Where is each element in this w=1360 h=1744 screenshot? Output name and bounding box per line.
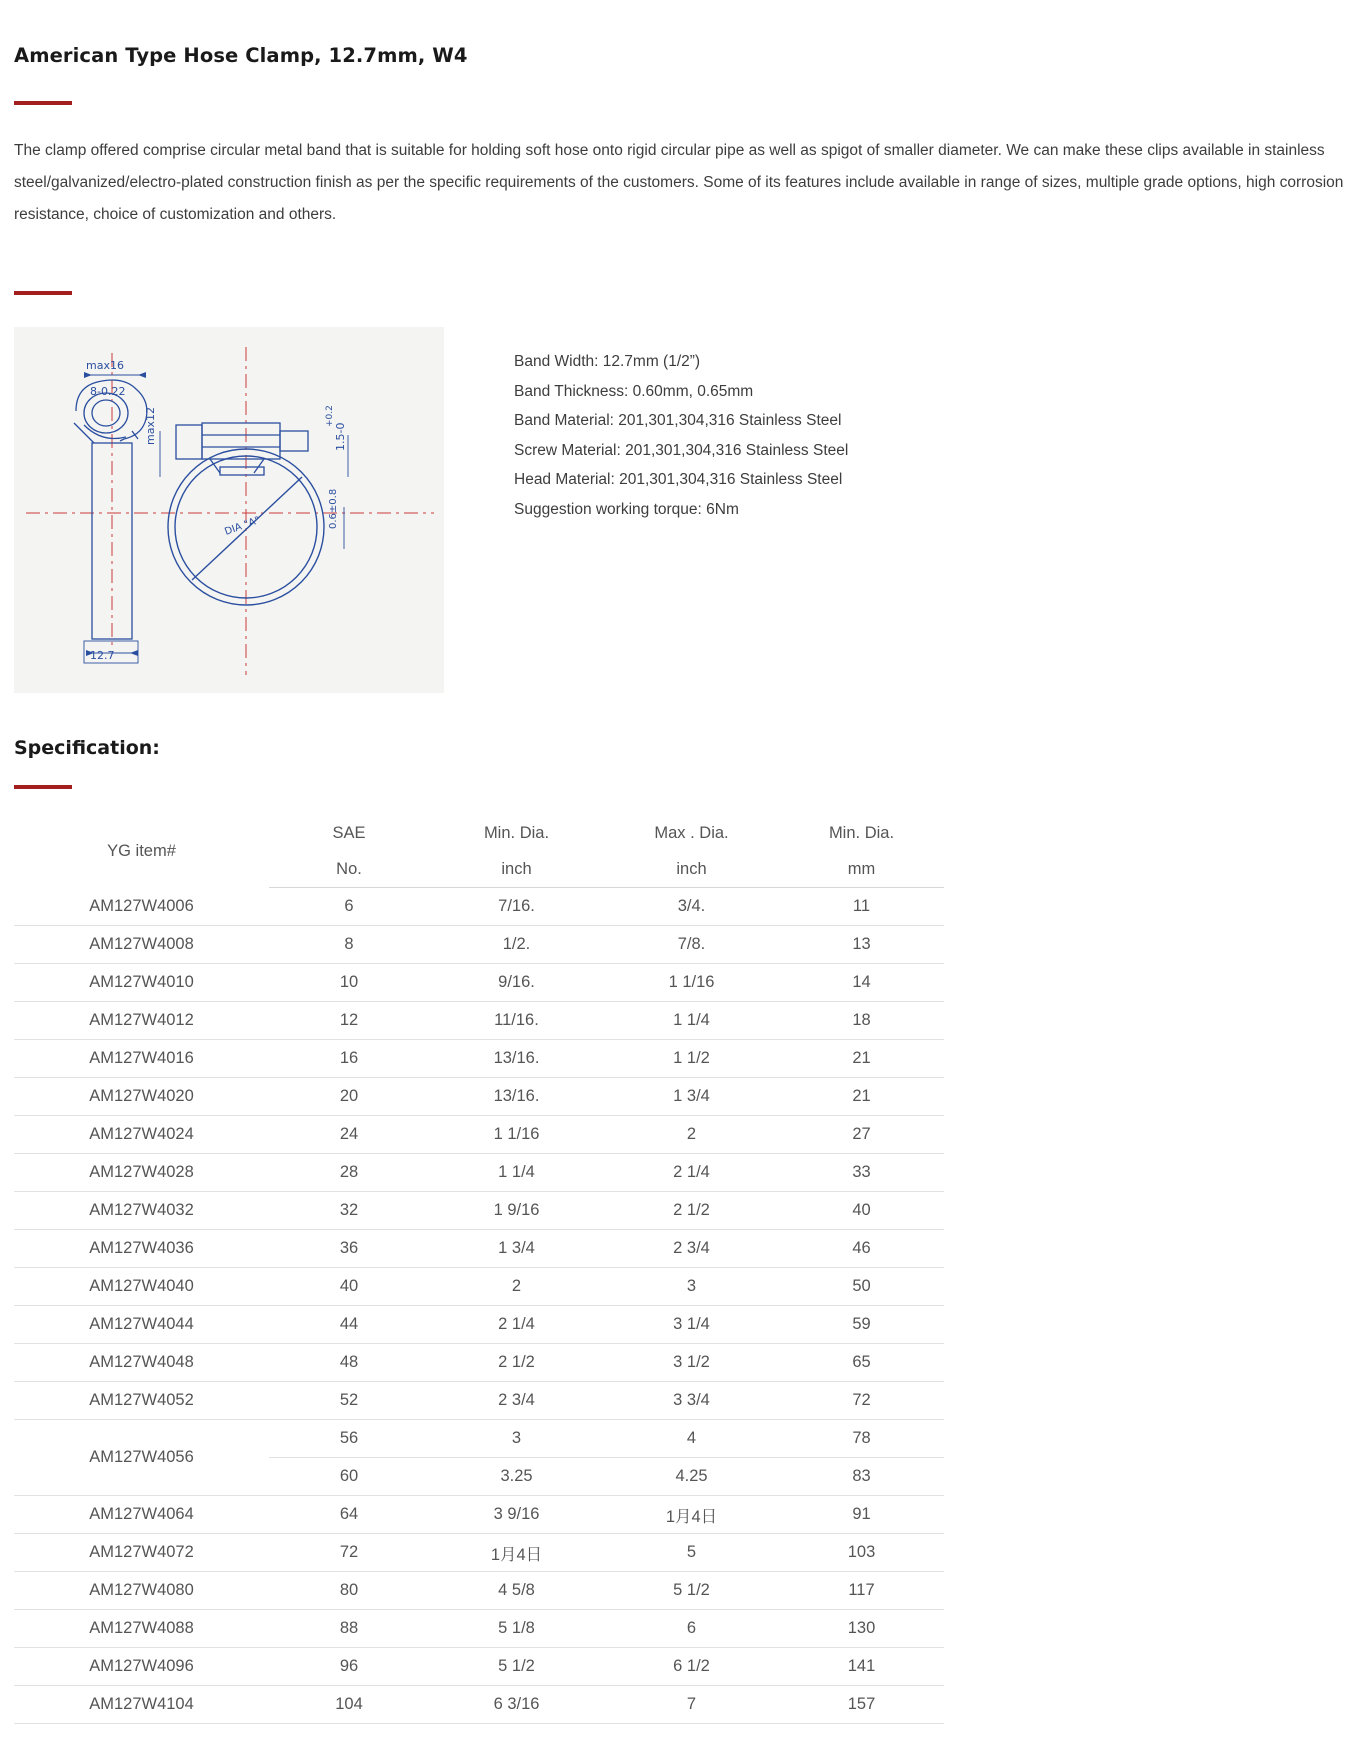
header-max-dia-inch: Max . Dia. — [654, 823, 729, 842]
header-min-dia-inch: Min. Dia. — [483, 823, 550, 842]
cell-min-dia-inch: 11/16. — [429, 1002, 604, 1040]
svg-text:+0.2: +0.2 — [325, 405, 335, 427]
table-row — [14, 1306, 944, 1344]
cell-item-number: AM127W4006 — [14, 888, 269, 926]
spec-screw-material: Screw Material: 201,301,304,316 Stainless Steel — [514, 441, 849, 459]
cell-sae-no: 8 — [269, 926, 429, 964]
cell-sae-no: 72 — [269, 1534, 429, 1572]
table-row — [14, 1572, 944, 1610]
accent-divider-top — [14, 101, 72, 105]
cell-min-dia-inch: 2 3/4 — [429, 1382, 604, 1420]
cell-min-dia-inch: 4 5/8 — [429, 1572, 604, 1610]
table-row — [14, 1116, 944, 1154]
cell-min-dia-inch: 7/16. — [429, 888, 604, 926]
cell-sae-no: 24 — [269, 1116, 429, 1154]
table-row — [14, 926, 944, 964]
specification-table — [14, 815, 944, 1724]
table-row — [14, 1192, 944, 1230]
cell-item-number: AM127W4028 — [14, 1154, 269, 1192]
header-max-inch-unit: inch — [604, 851, 779, 888]
table-row — [14, 1648, 944, 1686]
svg-text:max12: max12 — [144, 407, 157, 445]
table-row — [14, 1002, 944, 1040]
table-row — [14, 1686, 944, 1724]
cell-min-dia-inch: 9/16. — [429, 964, 604, 1002]
cell-min-dia-inch: 3 9/16 — [429, 1496, 604, 1534]
cell-min-dia-mm: 83 — [779, 1458, 944, 1496]
cell-min-dia-mm: 27 — [779, 1116, 944, 1154]
table-row — [14, 1268, 944, 1306]
cell-item-number: AM127W4040 — [14, 1268, 269, 1306]
cell-min-dia-inch: 6 3/16 — [429, 1686, 604, 1724]
table-row — [14, 1496, 944, 1534]
cell-sae-no: 52 — [269, 1382, 429, 1420]
cell-max-dia-inch: 7/8. — [604, 926, 779, 964]
header-sae-unit: No. — [269, 851, 429, 888]
cell-sae-no: 60 — [269, 1458, 429, 1496]
cell-min-dia-inch: 5 1/2 — [429, 1648, 604, 1686]
table-row — [14, 1344, 944, 1382]
table-header-row-1 — [14, 815, 944, 851]
cell-sae-no: 10 — [269, 964, 429, 1002]
cell-max-dia-inch: 3 1/4 — [604, 1306, 779, 1344]
cell-sae-no: 28 — [269, 1154, 429, 1192]
cell-item-number: AM127W4064 — [14, 1496, 269, 1534]
header-min-dia-mm: Min. Dia. — [828, 823, 895, 842]
cell-item-number: AM127W4080 — [14, 1572, 269, 1610]
cell-max-dia-inch: 6 — [604, 1610, 779, 1648]
specification-heading: Specification: — [14, 737, 160, 759]
header-sae: SAE — [332, 823, 366, 842]
table-row — [14, 964, 944, 1002]
header-min-inch-unit: inch — [429, 851, 604, 888]
header-item: YG item# — [107, 841, 176, 860]
cell-sae-no: 88 — [269, 1610, 429, 1648]
cell-sae-no: 64 — [269, 1496, 429, 1534]
cell-max-dia-inch: 1 1/4 — [604, 1002, 779, 1040]
cell-item-number: AM127W4044 — [14, 1306, 269, 1344]
spec-list — [514, 327, 1346, 524]
table-row — [14, 1154, 944, 1192]
cell-item-number: AM127W4048 — [14, 1344, 269, 1382]
cell-max-dia-inch: 2 3/4 — [604, 1230, 779, 1268]
cell-min-dia-inch: 1 1/4 — [429, 1154, 604, 1192]
table-row — [14, 1078, 944, 1116]
cell-min-dia-mm: 117 — [779, 1572, 944, 1610]
cell-max-dia-inch: 5 — [604, 1534, 779, 1572]
table-row — [14, 1382, 944, 1420]
cell-sae-no: 48 — [269, 1344, 429, 1382]
page-title: American Type Hose Clamp, 12.7mm, W4 — [14, 44, 468, 67]
cell-item-number: AM127W4032 — [14, 1192, 269, 1230]
cell-max-dia-inch: 1 1/2 — [604, 1040, 779, 1078]
accent-divider-bottom — [14, 785, 72, 789]
table-row — [14, 888, 944, 926]
cell-sae-no: 6 — [269, 888, 429, 926]
table-row — [14, 1534, 944, 1572]
cell-max-dia-inch: 2 1/4 — [604, 1154, 779, 1192]
svg-text:1.5-0: 1.5-0 — [334, 422, 347, 451]
svg-text:DIA "A": DIA "A" — [223, 514, 262, 538]
cell-min-dia-mm: 46 — [779, 1230, 944, 1268]
svg-text:max16: max16 — [86, 359, 124, 372]
table-row — [14, 1420, 944, 1458]
cell-max-dia-inch: 7 — [604, 1686, 779, 1724]
cell-sae-no: 20 — [269, 1078, 429, 1116]
cell-item-number: AM127W4052 — [14, 1382, 269, 1420]
cell-sae-no: 104 — [269, 1686, 429, 1724]
cell-min-dia-mm: 33 — [779, 1154, 944, 1192]
cell-sae-no: 80 — [269, 1572, 429, 1610]
cell-min-dia-mm: 59 — [779, 1306, 944, 1344]
svg-text:8-0.22: 8-0.22 — [90, 385, 126, 398]
cell-min-dia-mm: 103 — [779, 1534, 944, 1572]
cell-sae-no: 32 — [269, 1192, 429, 1230]
cell-max-dia-inch: 3 1/2 — [604, 1344, 779, 1382]
table-row — [14, 1230, 944, 1268]
cell-min-dia-inch: 2 1/2 — [429, 1344, 604, 1382]
cell-item-number: AM127W4072 — [14, 1534, 269, 1572]
drawing-and-specs-row — [14, 327, 1346, 693]
cell-min-dia-mm: 14 — [779, 964, 944, 1002]
cell-max-dia-inch: 4 — [604, 1420, 779, 1458]
cell-min-dia-inch: 1月4日 — [429, 1534, 604, 1572]
cell-min-dia-inch: 13/16. — [429, 1040, 604, 1078]
cell-min-dia-inch: 3 — [429, 1420, 604, 1458]
cell-min-dia-inch: 2 1/4 — [429, 1306, 604, 1344]
cell-min-dia-mm: 50 — [779, 1268, 944, 1306]
cell-min-dia-inch: 2 — [429, 1268, 604, 1306]
cell-min-dia-inch: 5 1/8 — [429, 1610, 604, 1648]
cell-item-number: AM127W4010 — [14, 964, 269, 1002]
cell-max-dia-inch: 1 1/16 — [604, 964, 779, 1002]
cell-min-dia-mm: 130 — [779, 1610, 944, 1648]
accent-divider-middle — [14, 291, 72, 295]
cell-min-dia-inch: 1/2. — [429, 926, 604, 964]
cell-item-number: AM127W4056 — [14, 1420, 269, 1496]
technical-drawing — [14, 327, 444, 693]
spec-band-material: Band Material: 201,301,304,316 Stainless Steel — [514, 412, 842, 429]
spec-working-torque: Suggestion working torque: 6Nm — [514, 500, 739, 518]
cell-min-dia-inch: 3.25 — [429, 1458, 604, 1496]
cell-sae-no: 96 — [269, 1648, 429, 1686]
cell-max-dia-inch: 2 — [604, 1116, 779, 1154]
cell-sae-no: 16 — [269, 1040, 429, 1078]
cell-max-dia-inch: 5 1/2 — [604, 1572, 779, 1610]
table-row — [14, 1610, 944, 1648]
cell-min-dia-mm: 157 — [779, 1686, 944, 1724]
cell-min-dia-mm: 65 — [779, 1344, 944, 1382]
cell-min-dia-mm: 18 — [779, 1002, 944, 1040]
cell-min-dia-mm: 72 — [779, 1382, 944, 1420]
table-row — [14, 1040, 944, 1078]
cell-max-dia-inch: 2 1/2 — [604, 1192, 779, 1230]
svg-text:0.6±0.8: 0.6±0.8 — [328, 488, 339, 529]
cell-min-dia-mm: 21 — [779, 1040, 944, 1078]
cell-sae-no: 40 — [269, 1268, 429, 1306]
cell-item-number: AM127W4036 — [14, 1230, 269, 1268]
cell-item-number: AM127W4012 — [14, 1002, 269, 1040]
spec-head-material: Head Material: 201,301,304,316 Stainless Steel — [514, 471, 843, 488]
cell-item-number: AM127W4016 — [14, 1040, 269, 1078]
cell-sae-no: 44 — [269, 1306, 429, 1344]
cell-min-dia-mm: 40 — [779, 1192, 944, 1230]
product-description: The clamp offered comprise circular metal band that is suitable for holding soft hose onto rigid circular pipe as well as spigot of smaller diameter. We can make these clips available in stainless steel/galvanized/electro-plated construction finish as per the specific requirements of the customers. Some of its features include available in range of sizes, multiple grade options, high corrosion resistance, choice of customization and others. — [14, 142, 1344, 223]
table-body — [14, 888, 944, 1724]
cell-min-dia-inch: 1 9/16 — [429, 1192, 604, 1230]
cell-min-dia-mm: 13 — [779, 926, 944, 964]
cell-min-dia-mm: 91 — [779, 1496, 944, 1534]
cell-max-dia-inch: 3/4. — [604, 888, 779, 926]
cell-max-dia-inch: 3 — [604, 1268, 779, 1306]
header-min-mm-unit: mm — [779, 851, 944, 888]
cell-max-dia-inch: 1 3/4 — [604, 1078, 779, 1116]
cell-min-dia-mm: 11 — [779, 888, 944, 926]
cell-max-dia-inch: 3 3/4 — [604, 1382, 779, 1420]
cell-sae-no: 12 — [269, 1002, 429, 1040]
cell-max-dia-inch: 1月4日 — [604, 1496, 779, 1534]
cell-min-dia-inch: 13/16. — [429, 1078, 604, 1116]
spec-band-thickness: Band Thickness: 0.60mm, 0.65mm — [514, 382, 754, 400]
cell-min-dia-inch: 1 3/4 — [429, 1230, 604, 1268]
cell-sae-no: 36 — [269, 1230, 429, 1268]
spec-band-width: Band Width: 12.7mm (1/2”) — [514, 353, 701, 370]
cell-min-dia-mm: 78 — [779, 1420, 944, 1458]
cell-max-dia-inch: 4.25 — [604, 1458, 779, 1496]
svg-text:12.7: 12.7 — [90, 649, 115, 662]
cell-item-number: AM127W4024 — [14, 1116, 269, 1154]
cell-item-number: AM127W4020 — [14, 1078, 269, 1116]
cell-item-number: AM127W4096 — [14, 1648, 269, 1686]
cell-sae-no: 56 — [269, 1420, 429, 1458]
cell-min-dia-mm: 141 — [779, 1648, 944, 1686]
cell-item-number: AM127W4008 — [14, 926, 269, 964]
cell-max-dia-inch: 6 1/2 — [604, 1648, 779, 1686]
cell-item-number: AM127W4088 — [14, 1610, 269, 1648]
cell-item-number: AM127W4104 — [14, 1686, 269, 1724]
cell-min-dia-mm: 21 — [779, 1078, 944, 1116]
cell-min-dia-inch: 1 1/16 — [429, 1116, 604, 1154]
